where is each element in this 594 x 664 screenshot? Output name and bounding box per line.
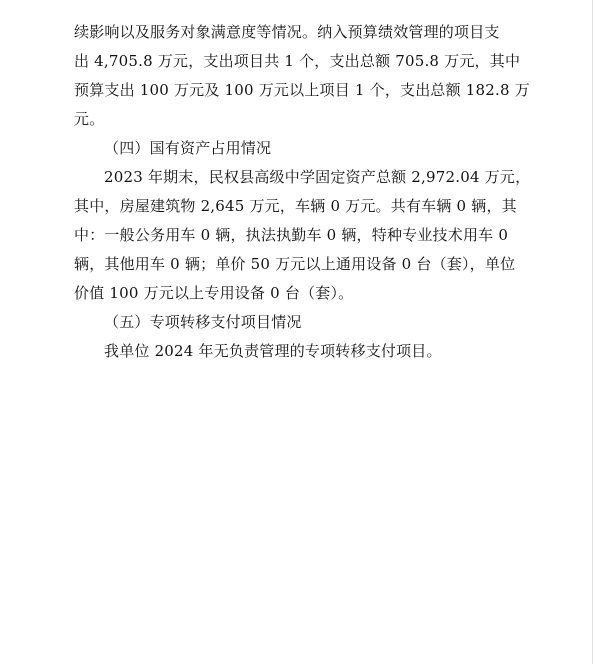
paragraph-line: 续影响以及服务对象满意度等情况。纳入预算绩效管理的项目支 [74, 23, 500, 41]
paragraph-line: 中：一般公务用车 0 辆，执法执勤车 0 辆，特种专业技术用车 0 [74, 226, 509, 244]
paragraph-line: 价值 100 万元以上专用设备 0 台（套）。 [74, 284, 354, 302]
document-body [74, 18, 531, 366]
paragraph-line: 其中，房屋建筑物 2,645 万元，车辆 0 万元。共有车辆 0 辆，其 [74, 197, 517, 215]
section-heading-assets: （四）国有资产占用情况 [104, 139, 272, 157]
paragraph-line: 我单位 2024 年无负责管理的专项转移支付项目。 [104, 342, 442, 360]
paragraph-line: 预算支出 100 万元及 100 万元以上项目 1 个，支出总额 182.8 万 [74, 81, 530, 99]
paragraph-line: 辆，其他用车 0 辆；单价 50 万元以上通用设备 0 台（套），单位 [74, 255, 516, 273]
section-heading-transfer-payments: （五）专项转移支付项目情况 [104, 313, 302, 331]
paragraph-line: 元。 [74, 110, 105, 128]
paragraph-line: 2023 年期末，民权县高级中学固定资产总额 2,972.04 万元， [104, 168, 531, 186]
paragraph-line: 出 4,705.8 万元，支出项目共 1 个，支出总额 705.8 万元，其中 [74, 52, 521, 70]
